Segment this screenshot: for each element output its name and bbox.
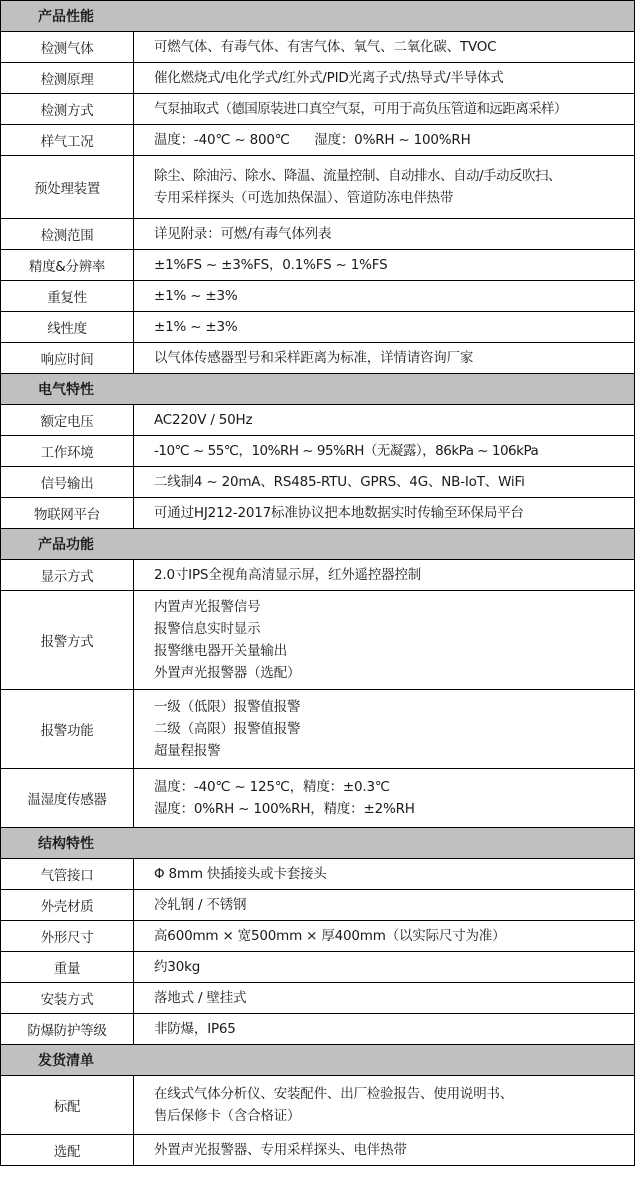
- value-line: 催化燃烧式/电化学式/红外式/PID光离子式/热导式/半导体式: [154, 70, 504, 86]
- value-line: 报警继电器开关量输出: [154, 643, 287, 659]
- row-value: [134, 156, 635, 219]
- value-line: -10℃ ~ 55℃，10%RH ~ 95%RH（无凝露），86kPa ~ 106kPa: [154, 443, 539, 459]
- row-label: 外壳材质: [1, 890, 134, 921]
- section-header-performance: [1, 1, 635, 32]
- row-label: 预处理装置: [1, 156, 134, 219]
- value-line: 冷轧钢 / 不锈钢: [154, 897, 247, 913]
- row-value: [134, 690, 635, 769]
- value-line: 温度：-40℃ ~ 125℃，精度：±0.3℃: [154, 779, 390, 795]
- value-line: 除尘、除油污、除水、降温、流量控制、自动排水、自动/手动反吹扫、: [154, 168, 562, 184]
- row-value: [134, 63, 635, 94]
- row-value: [134, 769, 635, 828]
- row-label: 检测范围: [1, 219, 134, 250]
- row-label: 检测原理: [1, 63, 134, 94]
- value-line: 温度：-40℃ ~ 800℃ 湿度：0%RH ~ 100%RH: [154, 132, 471, 148]
- spec-row: [1, 156, 635, 219]
- value-line: 湿度：0%RH ~ 100%RH，精度：±2%RH: [154, 801, 415, 817]
- row-value: [134, 125, 635, 156]
- spec-row: [1, 769, 635, 828]
- value-line: 超量程报警: [154, 743, 221, 759]
- section-title: 结构特性: [1, 828, 635, 859]
- spec-row: [1, 1076, 635, 1135]
- spec-row: [1, 1014, 635, 1045]
- value-line: 2.0寸IPS全视角高清显示屏，红外遥控器控制: [154, 567, 422, 583]
- spec-row: [1, 921, 635, 952]
- spec-row: [1, 498, 635, 529]
- row-label: 线性度: [1, 312, 134, 343]
- value-line: AC220V / 50Hz: [154, 412, 253, 428]
- value-line: 在线式气体分析仪、安装配件、出厂检验报告、使用说明书、: [154, 1086, 514, 1102]
- row-value: [134, 1076, 635, 1135]
- row-label: 标配: [1, 1076, 134, 1135]
- section-header-structure: [1, 828, 635, 859]
- row-label: 重量: [1, 952, 134, 983]
- row-label: 检测方式: [1, 94, 134, 125]
- row-value: [134, 1014, 635, 1045]
- row-label: 外形尺寸: [1, 921, 134, 952]
- row-value: [134, 859, 635, 890]
- value-line: 落地式 / 壁挂式: [154, 990, 247, 1006]
- value-line: 外置声光报警器、专用采样探头、电伴热带: [154, 1142, 407, 1158]
- value-line: 高600mm × 宽500mm × 厚400mm（以实际尺寸为准）: [154, 928, 506, 944]
- section-title: 电气特性: [1, 374, 635, 405]
- value-line: 售后保修卡（含合格证）: [154, 1108, 301, 1124]
- row-value: [134, 952, 635, 983]
- value-line: 非防爆，IP65: [154, 1021, 236, 1037]
- spec-row: [1, 125, 635, 156]
- value-line: 可燃气体、有毒气体、有害气体、氧气、二氧化碳、TVOC: [154, 39, 497, 55]
- row-label: 显示方式: [1, 560, 134, 591]
- value-line: 一级（低限）报警值报警: [154, 699, 301, 715]
- value-line: ±1%FS ~ ±3%FS，0.1%FS ~ 1%FS: [154, 257, 388, 273]
- row-value: [134, 1135, 635, 1166]
- row-value: [134, 983, 635, 1014]
- row-label: 额定电压: [1, 405, 134, 436]
- spec-row: [1, 983, 635, 1014]
- spec-row: [1, 591, 635, 690]
- row-value: [134, 219, 635, 250]
- row-label: 温湿度传感器: [1, 769, 134, 828]
- value-line: 气泵抽取式（德国原装进口真空气泵，可用于高负压管道和远距离采样）: [154, 101, 567, 117]
- spec-row: [1, 32, 635, 63]
- row-label: 重复性: [1, 281, 134, 312]
- row-label: 信号输出: [1, 467, 134, 498]
- row-label: 物联网平台: [1, 498, 134, 529]
- value-line: 外置声光报警器（选配）: [154, 665, 301, 681]
- spec-row: [1, 343, 635, 374]
- value-line: ±1% ~ ±3%: [154, 288, 238, 304]
- row-value: [134, 32, 635, 63]
- section-header-shipping-list: [1, 1045, 635, 1076]
- section-title: 产品功能: [1, 529, 635, 560]
- row-value: [134, 921, 635, 952]
- value-line: 专用采样探头（可选加热保温）、管道防冻电伴热带: [154, 190, 454, 206]
- value-line: ±1% ~ ±3%: [154, 319, 238, 335]
- row-label: 安装方式: [1, 983, 134, 1014]
- value-line: Φ 8mm 快插接头或卡套接头: [154, 866, 327, 882]
- value-line: 约30kg: [154, 959, 201, 975]
- row-label: 选配: [1, 1135, 134, 1166]
- spec-row: [1, 219, 635, 250]
- value-line: 二线制4 ~ 20mA、RS485-RTU、GPRS、4G、NB-IoT、WiFi: [154, 474, 525, 490]
- value-line: 报警信息实时显示: [154, 621, 261, 637]
- spec-row: [1, 405, 635, 436]
- row-label: 检测气体: [1, 32, 134, 63]
- section-header-electrical: [1, 374, 635, 405]
- value-line: 以气体传感器型号和采样距离为标准，详情请咨询厂家: [154, 350, 474, 366]
- row-label: 气管接口: [1, 859, 134, 890]
- row-value: [134, 343, 635, 374]
- row-value: [134, 467, 635, 498]
- value-line: 内置声光报警信号: [154, 599, 261, 615]
- row-label: 响应时间: [1, 343, 134, 374]
- row-label: 精度&分辨率: [1, 250, 134, 281]
- value-line: 可通过HJ212-2017标准协议把本地数据实时传输至环保局平台: [154, 505, 524, 521]
- row-label: 工作环境: [1, 436, 134, 467]
- spec-row: [1, 690, 635, 769]
- row-value: [134, 890, 635, 921]
- row-value: [134, 250, 635, 281]
- spec-row: [1, 436, 635, 467]
- row-value: [134, 405, 635, 436]
- row-label: 防爆防护等级: [1, 1014, 134, 1045]
- row-value: [134, 591, 635, 690]
- row-value: [134, 94, 635, 125]
- spec-row: [1, 94, 635, 125]
- spec-row: [1, 467, 635, 498]
- section-title: 发货清单: [1, 1045, 635, 1076]
- row-value: [134, 312, 635, 343]
- section-title: 产品性能: [1, 1, 635, 32]
- spec-row: [1, 890, 635, 921]
- row-label: 报警功能: [1, 690, 134, 769]
- row-label: 样气工况: [1, 125, 134, 156]
- spec-row: [1, 63, 635, 94]
- row-value: [134, 560, 635, 591]
- row-value: [134, 436, 635, 467]
- row-value: [134, 281, 635, 312]
- row-value: [134, 498, 635, 529]
- row-label: 报警方式: [1, 591, 134, 690]
- spec-row: [1, 560, 635, 591]
- spec-row: [1, 312, 635, 343]
- spec-row: [1, 859, 635, 890]
- section-header-functions: [1, 529, 635, 560]
- spec-row: [1, 952, 635, 983]
- spec-row: [1, 1135, 635, 1166]
- value-line: 二级（高限）报警值报警: [154, 721, 301, 737]
- value-line: 详见附录：可燃/有毒气体列表: [154, 226, 332, 242]
- spec-row: [1, 281, 635, 312]
- spec-row: [1, 250, 635, 281]
